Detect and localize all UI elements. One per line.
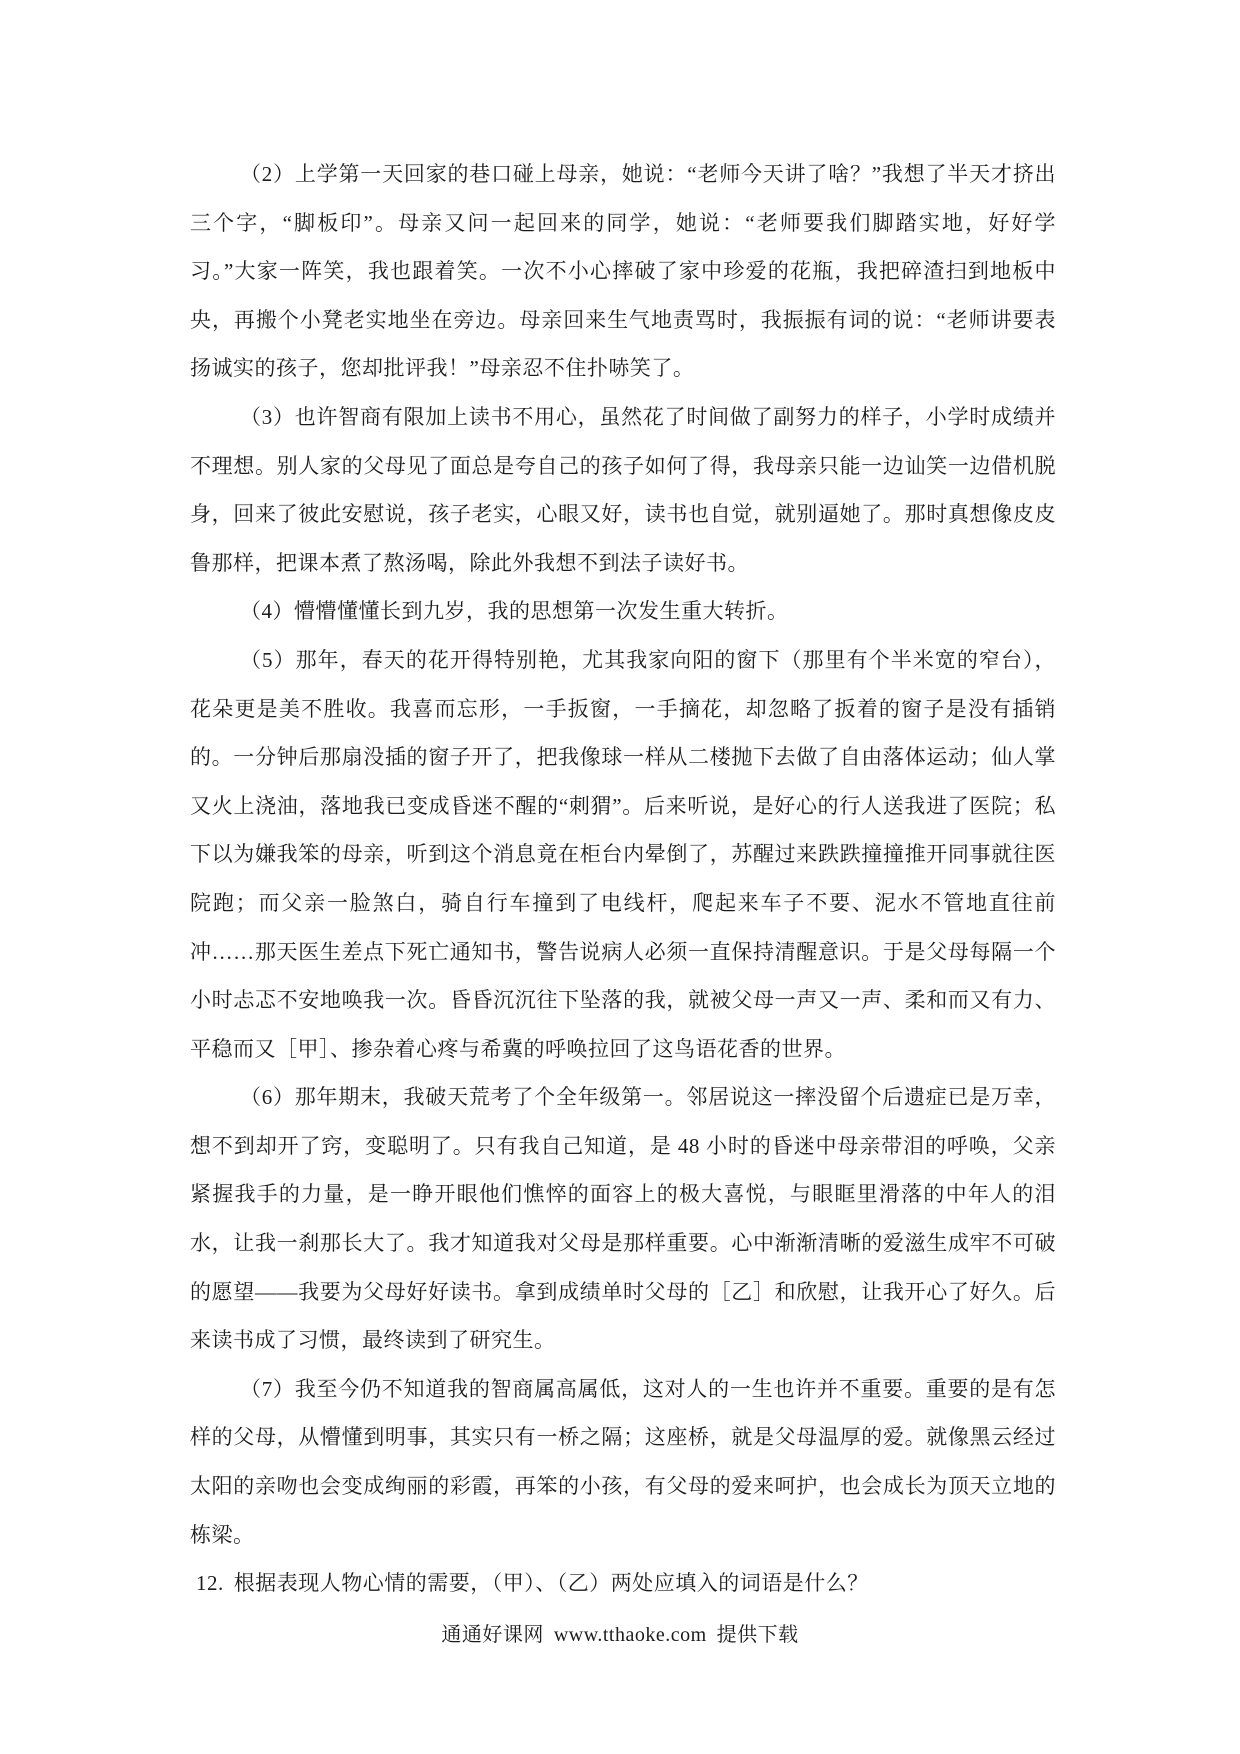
question-12-text: 根据表现人物心情的需要，（甲）、（乙）两处应填入的词语是什么？ xyxy=(233,1571,869,1596)
footer-site-name: 通通好课网 xyxy=(441,1624,544,1646)
article-body xyxy=(190,150,1056,1608)
question-12 xyxy=(190,1559,1056,1608)
footer-url: www.tthaoke.com xyxy=(553,1624,707,1646)
paragraph-4: （4）懵懵懂懂长到九岁，我的思想第一次发生重大转折。 xyxy=(240,599,789,624)
paragraph-3: （3）也许智商有限加上读书不用心，虽然花了时间做了副努力的样子，小学时成绩并不理想。别人家的父母见了面总是夸自己的孩子如何了得，我母亲只能一边讪笑一边借机脱身，回来了彼此安慰说，孩子老实，心眼又好，读书也自觉，就别逼她了。那时真想像皮皮鲁那样，把课本煮了熬汤喝，除此外我想不到法子读好书。 xyxy=(190,404,1056,575)
paragraph-6: （6）那年期末，我破天荒考了个全年级第一。邻居说这一摔没留个后遗症已是万幸，想不到却开了窍，变聪明了。只有我自己知道，是 48 小时的昏迷中母亲带泪的呼唤，父亲紧握我手的力量，是一睁开眼他们憔悴的面容上的极大喜悦，与眼眶里滑落的中年人的泪水，让我一刹那长大了。我才知道我对父母是那样重要。心中渐渐清晰的爱滋生成牢不可破的愿望——我要为父母好好读书。拿到成绩单时父母的［乙］和欣慰，让我开心了好久。后来读书成了习惯，最终读到了研究生。 xyxy=(190,1085,1056,1353)
footer-suffix: 提供下载 xyxy=(716,1624,799,1646)
question-12-number: 12. xyxy=(196,1571,224,1596)
footer-watermark xyxy=(0,1620,1240,1650)
paragraph-5: （5）那年，春天的花开得特别艳，尤其我家向阳的窗下（那里有个半米宽的窄台），花朵更是美不胜收。我喜而忘形，一手扳窗，一手摘花，却忽略了扳着的窗子是没有插销的。一分钟后那扇没插的窗子开了，把我像球一样从二楼抛下去做了自由落体运动；仙人掌又火上浇油，落地我已变成昏迷不醒的“刺猬”。后来听说，是好心的行人送我进了医院；私下以为嫌我笨的母亲，听到这个消息竟在柜台内晕倒了，苏醒过来跌跌撞撞推开同事就往医院跑；而父亲一脸煞白，骑自行车撞到了电线杆，爬起来车子不要、泥水不管地直往前冲……那天医生差点下死亡通知书，警告说病人必须一直保持清醒意识。于是父母每隔一个小时忐忑不安地唤我一次。昏昏沉沉往下坠落的我，就被父母一声又一声、柔和而又有力、平稳而又［甲］、掺杂着心疼与希冀的呼唤拉回了这鸟语花香的世界。 xyxy=(190,647,1056,1061)
paragraph-7: （7）我至今仍不知道我的智商属高属低，这对人的一生也许并不重要。重要的是有怎样的父母，从懵懂到明事，其实只有一桥之隔；这座桥，就是父母温厚的爱。就像黑云经过太阳的亲吻也会变成绚丽的彩霞，再笨的小孩，有父母的爱来呵护，也会成长为顶天立地的栋梁。 xyxy=(190,1376,1056,1547)
paragraph-2: （2）上学第一天回家的巷口碰上母亲，她说：“老师今天讲了啥？”我想了半天才挤出三个字，“脚板印”。母亲又问一起回来的同学，她说：“老师要我们脚踏实地，好好学习。”大家一阵笑，我也跟着笑。一次不小心摔破了家中珍爱的花瓶，我把碎渣扫到地板中央，再搬个小凳老实地坐在旁边。母亲回来生气地责骂时，我振振有词的说：“老师讲要表扬诚实的孩子，您却批评我！”母亲忍不住扑哧笑了。 xyxy=(190,162,1056,381)
